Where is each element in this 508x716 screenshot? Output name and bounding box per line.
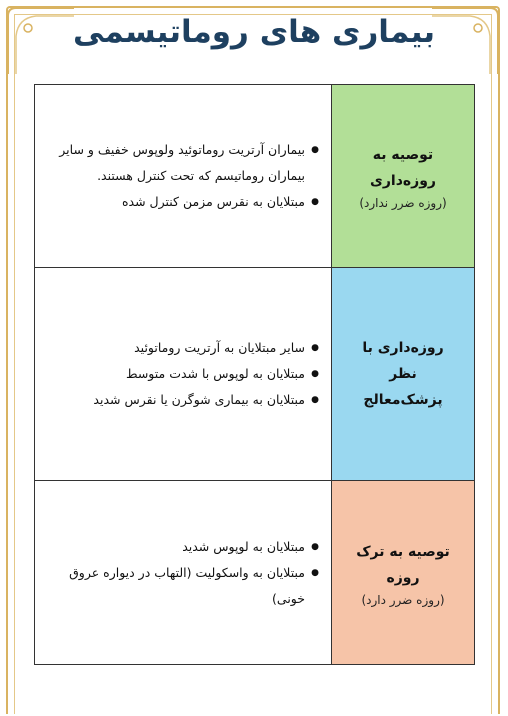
row-label-cell	[331, 85, 474, 267]
list-item: ● سایر مبتلایان به آرتریت روماتوئید	[45, 335, 319, 361]
guidance-table	[34, 84, 475, 665]
list-item: ● مبتلایان به لوپوس شدید	[45, 534, 319, 560]
row-content-cell	[35, 481, 331, 664]
row-content-cell	[35, 85, 331, 267]
row-label: توصیه به روزه‌داری	[370, 147, 436, 189]
bullet-list	[45, 335, 319, 413]
bullet-list	[45, 534, 319, 612]
table-row-recommended	[35, 85, 474, 268]
table-row-physician-opinion	[35, 268, 474, 481]
table-row-avoid-fasting	[35, 481, 474, 664]
row-content-cell	[35, 268, 331, 480]
page-title: بیماری های روماتیسمی	[72, 14, 436, 50]
list-item: ● مبتلایان به لوپوس با شدت متوسط	[45, 361, 319, 387]
row-label: روزه‌داری با نظر پزشک‌معالج	[362, 340, 444, 408]
list-item: ● بیماران آرتریت روماتوئید ولوپوس خفیف و سایر بیماران روماتیسم که تحت کنترل هستند.	[45, 137, 319, 189]
list-item: ● مبتلایان به نقرس مزمن کنترل شده	[45, 189, 319, 215]
row-sublabel: (روزه ضرر ندارد)	[359, 196, 447, 210]
bullet-list	[45, 137, 319, 215]
row-label-cell	[331, 481, 474, 664]
row-label-cell	[331, 268, 474, 480]
row-sublabel: (روزه ضرر دارد)	[361, 592, 445, 607]
row-label: توصیه به ترک روزه	[356, 543, 450, 586]
list-item: ● مبتلایان به بیماری شوگرن یا نقرس شدید	[45, 387, 319, 413]
list-item: ● مبتلایان به واسکولیت (التهاب در دیواره عروق خونی)	[45, 560, 319, 612]
